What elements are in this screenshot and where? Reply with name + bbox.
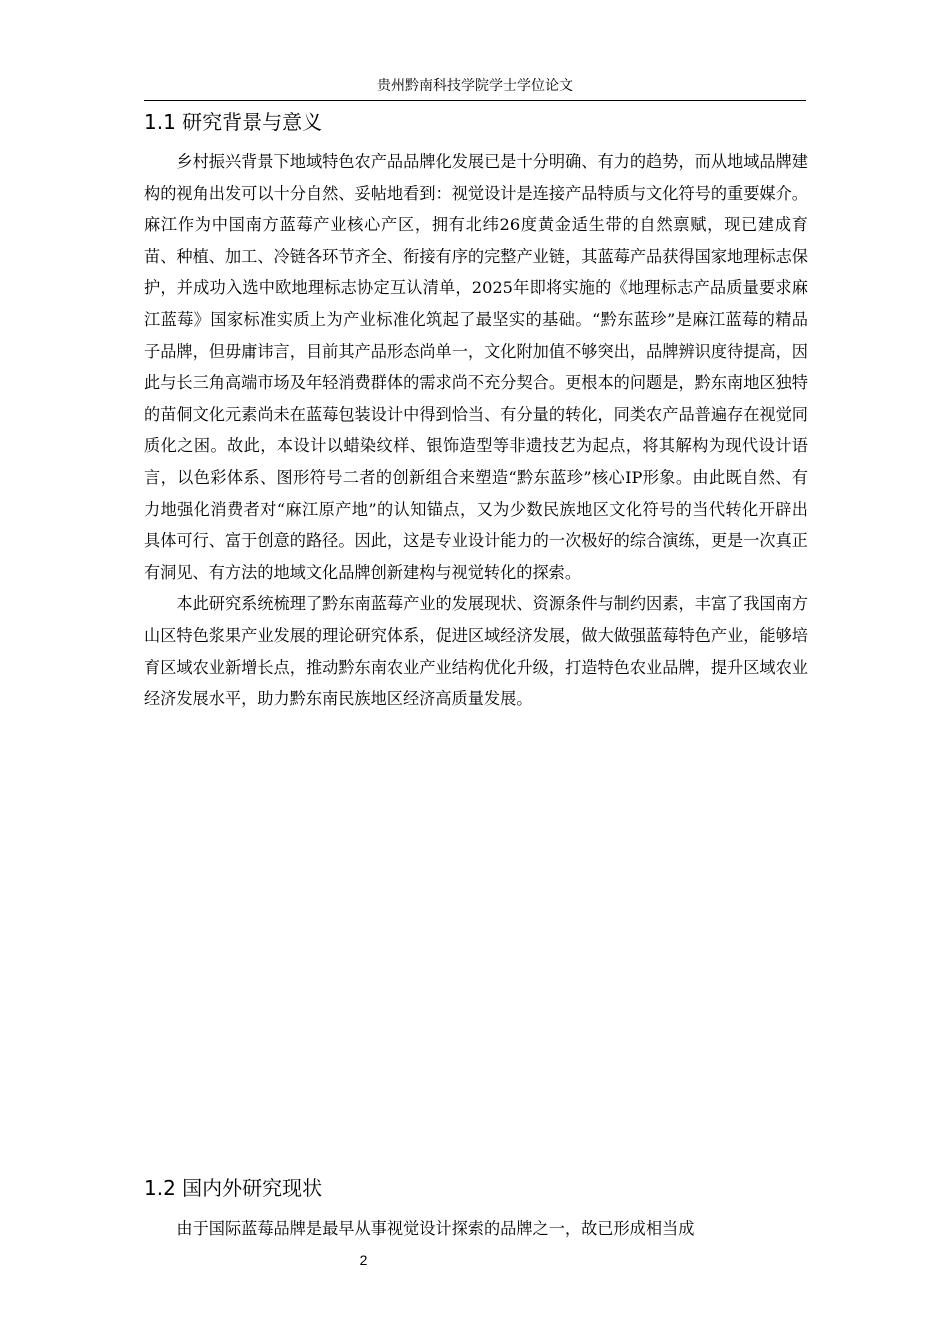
- section-heading-1-1: 1.1 研究背景与意义: [144, 110, 323, 134]
- paragraph-significance: 本此研究系统梳理了黔东南蓝莓产业的发展现状、资源条件与制约因素，丰富了我国南方山区特色浆果产业发展的理论研究体系，促进区域经济发展，做大做强蓝莓特色产业，能够培育区域农业新增长点，推动黔东南农业产业结构优化升级，打造特色农业品牌，提升区域农业经济发展水平，助力黔东南民族地区经济高质量发展。: [144, 594, 808, 709]
- header-divider: [144, 100, 806, 101]
- section-heading-1-2: 1.2 国内外研究现状: [144, 1176, 323, 1200]
- paragraph-background: 乡村振兴背景下地域特色农产品品牌化发展已是十分明确、有力的趋势，而从地域品牌建构的视角出发可以十分自然、妥帖地看到：视觉设计是连接产品特质与文化符号的重要媒介。麻江作为中国南方蓝莓产业核心产区，拥有北纬26度黄金适生带的自然禀赋，现已建成育苗、种植、加工、冷链各环节齐全、衔接有序的完整产业链，其蓝莓产品获得国家地理标志保护，并成功入选中欧地理标志协定互认清单，2025年即将实施的《地理标志产品质量要求麻江蓝莓》国家标准实质上为产业标准化筑起了最坚实的基础。“黔东蓝珍”是麻江蓝莓的精品子品牌，但毋庸讳言，目前其产品形态尚单一，文化附加值不够突出，品牌辨识度待提高，因此与长三角高端市场及年轻消费群体的需求尚不充分契合。更根本的问题是，黔东南地区独特的苗侗文化元素尚未在蓝莓包装设计中得到恰当、有分量的转化，同类农产品普遍存在视觉同质化之困。故此，本设计以蜡染纹样、银饰造型等非遗技艺为起点，将其解构为现代设计语言，以色彩体系、图形符号二者的创新组合来塑造“黔东蓝珍”核心IP形象。由此既自然、有力地强化消费者对“麻江原产地”的认知锚点，又为少数民族地区文化符号的当代转化开辟出具体可行、富于创意的路径。因此，这是专业设计能力的一次极好的综合演练，更是一次真正有洞见、有方法的地域文化品牌创新建构与视觉转化的探索。: [144, 152, 808, 582]
- paragraph-research-status: 由于国际蓝莓品牌是最早从事视觉设计探索的品牌之一，故已形成相当成: [176, 1219, 695, 1238]
- page-number: 2: [359, 1252, 368, 1268]
- section-1-1-body: [144, 146, 808, 715]
- page-header-title: 贵州黔南科技学院学士学位论文: [377, 78, 573, 94]
- section-1-2-body: [144, 1213, 808, 1245]
